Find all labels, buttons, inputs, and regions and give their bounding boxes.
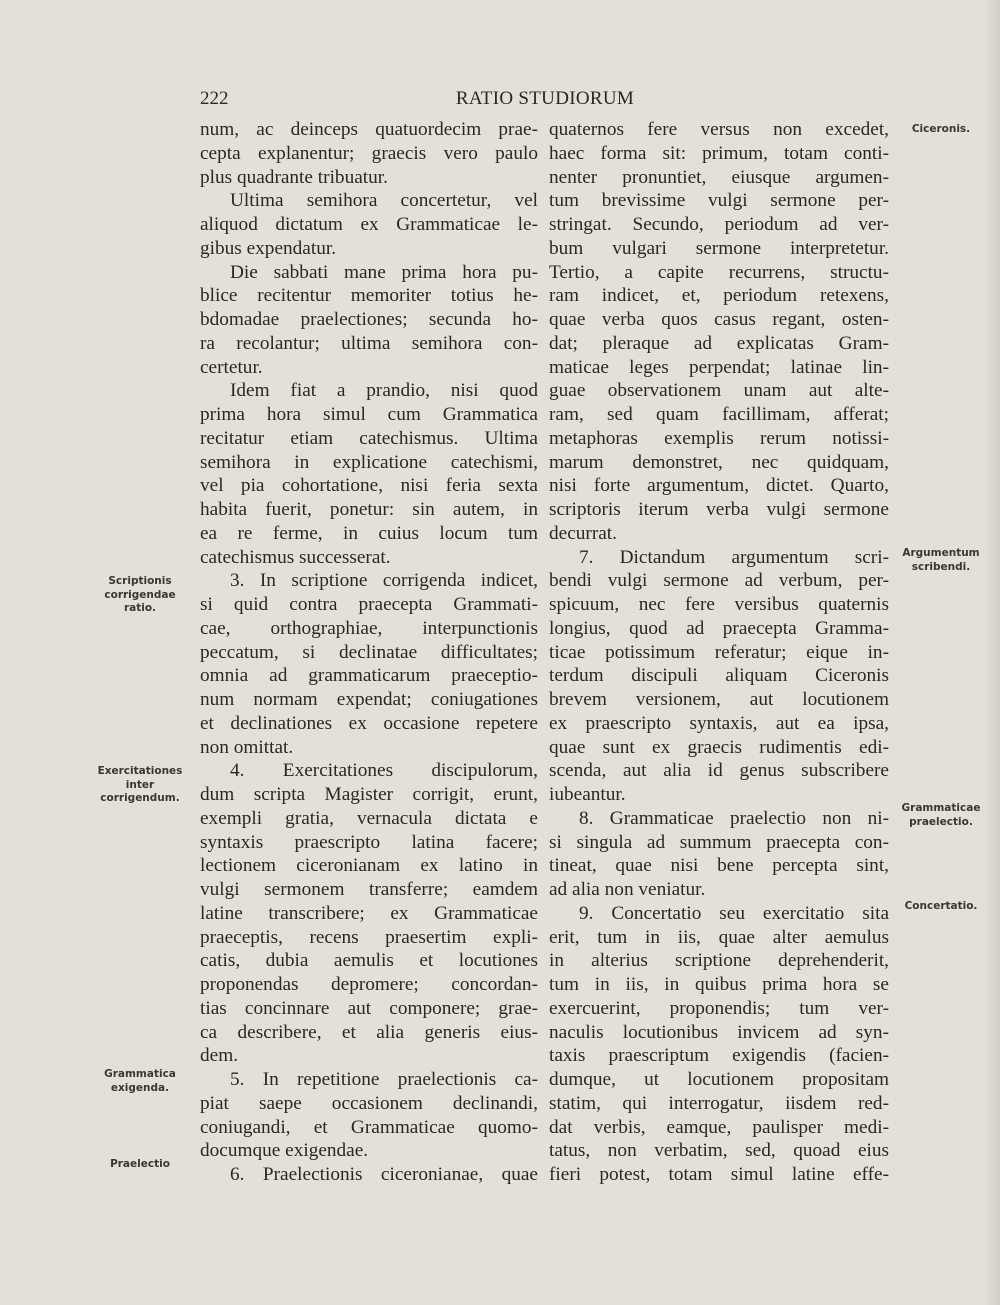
text-line: 8. Grammaticae praelectio non ni- — [579, 807, 889, 829]
margin-note-line: Exercitationes — [97, 765, 183, 777]
text-line: vel pia cohortatione, nisi feria sexta — [200, 475, 538, 497]
text-line: prima hora simul cum Grammatica — [200, 404, 538, 425]
text-line: iubeantur. — [549, 784, 626, 805]
text-line: maticae leges perpendat; latinae lin- — [549, 356, 889, 378]
text-line: dem. — [200, 1045, 239, 1067]
text-line: blice recitentur memoriter totius he- — [200, 285, 538, 307]
margin-note-line: Concertatio. — [904, 900, 978, 912]
text-line: recitatur etiam catechismus. Ultima — [200, 427, 538, 449]
text-line: catis, dubia aemulis et locutiones — [200, 950, 538, 972]
text-line: tum in iis, in quibus prima hora se — [549, 974, 889, 995]
text-line: Tertio, a capite recurrens, structu- — [549, 261, 889, 283]
text-line: dumque, ut locutionem propositam — [549, 1069, 889, 1090]
text-line: Die sabbati mane prima hora pu- — [230, 261, 538, 283]
text-line: num, ac deinceps quatuordecim prae- — [200, 119, 538, 140]
text-line: si quid contra praecepta Grammati- — [200, 594, 538, 615]
text-line: vulgi sermonem transferre; eamdem — [200, 879, 538, 900]
margin-note-line: corrigendae — [104, 588, 176, 601]
text-line: lectionem ciceronianam ex latino in — [200, 855, 538, 877]
margin-note-line: Grammaticae — [901, 802, 981, 814]
text-line: coniugandi, et Grammaticae quomo- — [200, 1116, 538, 1138]
margin-note-praelectio — [88, 1158, 192, 1172]
text-line: 6. Praelectionis ciceronianae, quae — [230, 1164, 538, 1185]
text-line: quae sunt ex graecis rudimentis edi- — [549, 736, 889, 758]
text-line: 7. Dictandum argumentum scri- — [579, 546, 889, 568]
margin-note-ciceronis — [900, 123, 982, 137]
margin-note-line: scribendi. — [911, 560, 971, 573]
text-line: proponendas depromere; concordan- — [200, 974, 538, 995]
text-line: scriptoris iterum verba vulgi sermone — [549, 499, 889, 520]
text-line: cepta explanentur; graecis vero paulo — [200, 142, 538, 164]
text-line: aliquod dictatum ex Grammaticae le- — [200, 214, 538, 235]
text-line: habita fuerit, ponetur: sin autem, in — [200, 499, 538, 520]
text-line: ram indicet, et, periodum retexens, — [549, 285, 889, 307]
text-line: bendi vulgi sermone ad verbum, per- — [549, 570, 889, 592]
margin-note-line: inter — [125, 778, 155, 791]
margin-note-argumentum — [900, 547, 982, 574]
margin-note-line: ratio. — [123, 602, 157, 614]
text-line: ex praescripto syntaxis, aut ea ipsa, — [549, 712, 889, 734]
margin-note-concertatio — [900, 900, 982, 914]
text-line: ad alia non veniatur. — [549, 879, 706, 900]
text-line: erit, tum in iis, quae alter aemulus — [549, 926, 889, 948]
text-line: 5. In repetitione praelectionis ca- — [230, 1069, 538, 1090]
text-line: haec forma sit: primum, totam conti- — [549, 142, 889, 164]
text-line: fieri potest, totam simul latine effe- — [549, 1164, 889, 1185]
text-line: spicuum, nec fere versibus quaternis — [549, 594, 889, 615]
text-line: certetur. — [200, 356, 263, 378]
margin-note-exercitationes — [88, 765, 192, 806]
text-line: 9. Concertatio seu exercitatio sita — [579, 902, 889, 924]
text-line: brevem versionem, aut locutionem — [549, 689, 889, 710]
text-line: syntaxis praescripto latina facere; — [200, 831, 538, 853]
margin-note-line: Ciceronis. — [911, 123, 971, 135]
text-line: naculis locutionibus invicem ad syn- — [549, 1021, 889, 1043]
margin-note-line: praelectio. — [909, 815, 973, 828]
text-line: ea re ferme, in cuius locum tum — [200, 522, 538, 544]
text-line: non omittat. — [200, 736, 294, 758]
text-line: decurrat. — [549, 522, 617, 544]
left-text-column — [200, 118, 538, 1187]
text-line: tineat, quae nisi bene percepta sint, — [549, 855, 889, 877]
text-line: terdum discipuli aliquam Ciceronis — [549, 665, 889, 687]
text-line: exercuerint, proponendis; tum ver- — [549, 997, 889, 1019]
running-title: RATIO STUDIORUM — [455, 88, 635, 109]
right-text-column — [549, 118, 889, 1187]
text-line: Idem fiat a prandio, nisi quod — [230, 380, 538, 402]
text-line: 3. In scriptione corrigenda indicet, — [230, 570, 538, 592]
text-line: dum scripta Magister corrigit, erunt, — [200, 784, 538, 805]
text-line: stringat. Secundo, periodum ad ver- — [549, 214, 889, 235]
text-line: latine transcribere; ex Grammaticae — [200, 902, 538, 924]
margin-note-scriptionis — [88, 575, 192, 616]
text-line: scenda, aut alia id genus subscribere — [549, 760, 889, 782]
margin-note-line: Praelectio — [110, 1158, 170, 1170]
text-line: bdomadae praelectiones; secunda ho- — [200, 309, 538, 330]
text-line: semihora in explicatione catechismi, — [200, 451, 538, 473]
text-line: marum demonstret, nec quidquam, — [549, 451, 889, 473]
margin-note-line: Grammatica — [104, 1068, 176, 1080]
text-line: si singula ad summum praecepta con- — [549, 831, 889, 853]
text-line: num normam expendat; coniugationes — [200, 689, 538, 710]
text-line: nenter pronuntiet, eiusque argumen- — [549, 166, 889, 188]
page-gutter-shadow — [982, 0, 1000, 1305]
text-line: statim, qui interrogatur, iisdem red- — [549, 1092, 889, 1114]
text-line: documque exigendae. — [200, 1140, 369, 1162]
text-line: longius, quod ad praecepta Gramma- — [549, 617, 889, 639]
margin-note-grammatica — [88, 1068, 192, 1095]
text-line: ra recolantur; ultima semihora con- — [200, 332, 538, 354]
text-line: cae, orthographiae, interpunctionis — [200, 617, 538, 639]
margin-note-line: corrigendum. — [100, 792, 180, 804]
text-line: 4. Exercitationes discipulorum, — [230, 760, 538, 782]
text-line: et declinationes ex occasione repetere — [200, 712, 538, 734]
text-line: peccatum, si declinatae difficultates; — [200, 641, 538, 663]
text-line: dat verbis, eamque, paulisper medi- — [549, 1116, 889, 1138]
text-line: dat; pleraque ad explicatas Gram- — [549, 332, 889, 354]
text-line: ticae potissimum referatur; eique in- — [549, 641, 889, 663]
text-line: ca describere, et alia generis eius- — [200, 1021, 538, 1043]
page-number: 222 — [200, 88, 229, 109]
text-line: in alterius scriptione deprehenderit, — [549, 950, 889, 972]
text-line: catechismus successerat. — [200, 546, 391, 568]
margin-note-line: Argumentum — [902, 547, 980, 559]
text-line: ram, sed quam facillimam, afferat; — [549, 404, 889, 425]
text-line: omnia ad grammaticarum praeceptio- — [200, 665, 538, 687]
text-line: tatus, non verbatim, sed, quoad eius — [549, 1140, 889, 1162]
text-line: tum brevissime vulgi sermone per- — [549, 190, 889, 212]
margin-note-line: Scriptionis — [108, 575, 172, 587]
text-line: tias concinnare aut componere; grae- — [200, 997, 538, 1019]
margin-note-grammaticae — [900, 802, 982, 829]
text-line: guae observationem unam aut alte- — [549, 380, 889, 402]
text-line: metaphoras exemplis rerum notissi- — [549, 427, 889, 449]
page-header — [200, 88, 890, 114]
text-line: nisi forte argumentum, dictet. Quarto, — [549, 475, 889, 497]
text-line: bum vulgari sermone interpretetur. — [549, 237, 889, 259]
text-line: praeceptis, recens praesertim expli- — [200, 926, 538, 948]
text-line: piat saepe occasionem declinandi, — [200, 1092, 538, 1114]
text-line: taxis praescriptum exigendis (facien- — [549, 1045, 889, 1067]
margin-note-line: exigenda. — [110, 1081, 170, 1094]
text-line: exempli gratia, vernacula dictata e — [200, 807, 538, 829]
text-line: plus quadrante tribuatur. — [200, 166, 388, 188]
text-line: gibus expendatur. — [200, 237, 337, 259]
text-line: quae verba quos casus regant, osten- — [549, 309, 889, 330]
text-line: Ultima semihora concertetur, vel — [230, 190, 538, 212]
text-line: quaternos fere versus non excedet, — [549, 119, 889, 140]
